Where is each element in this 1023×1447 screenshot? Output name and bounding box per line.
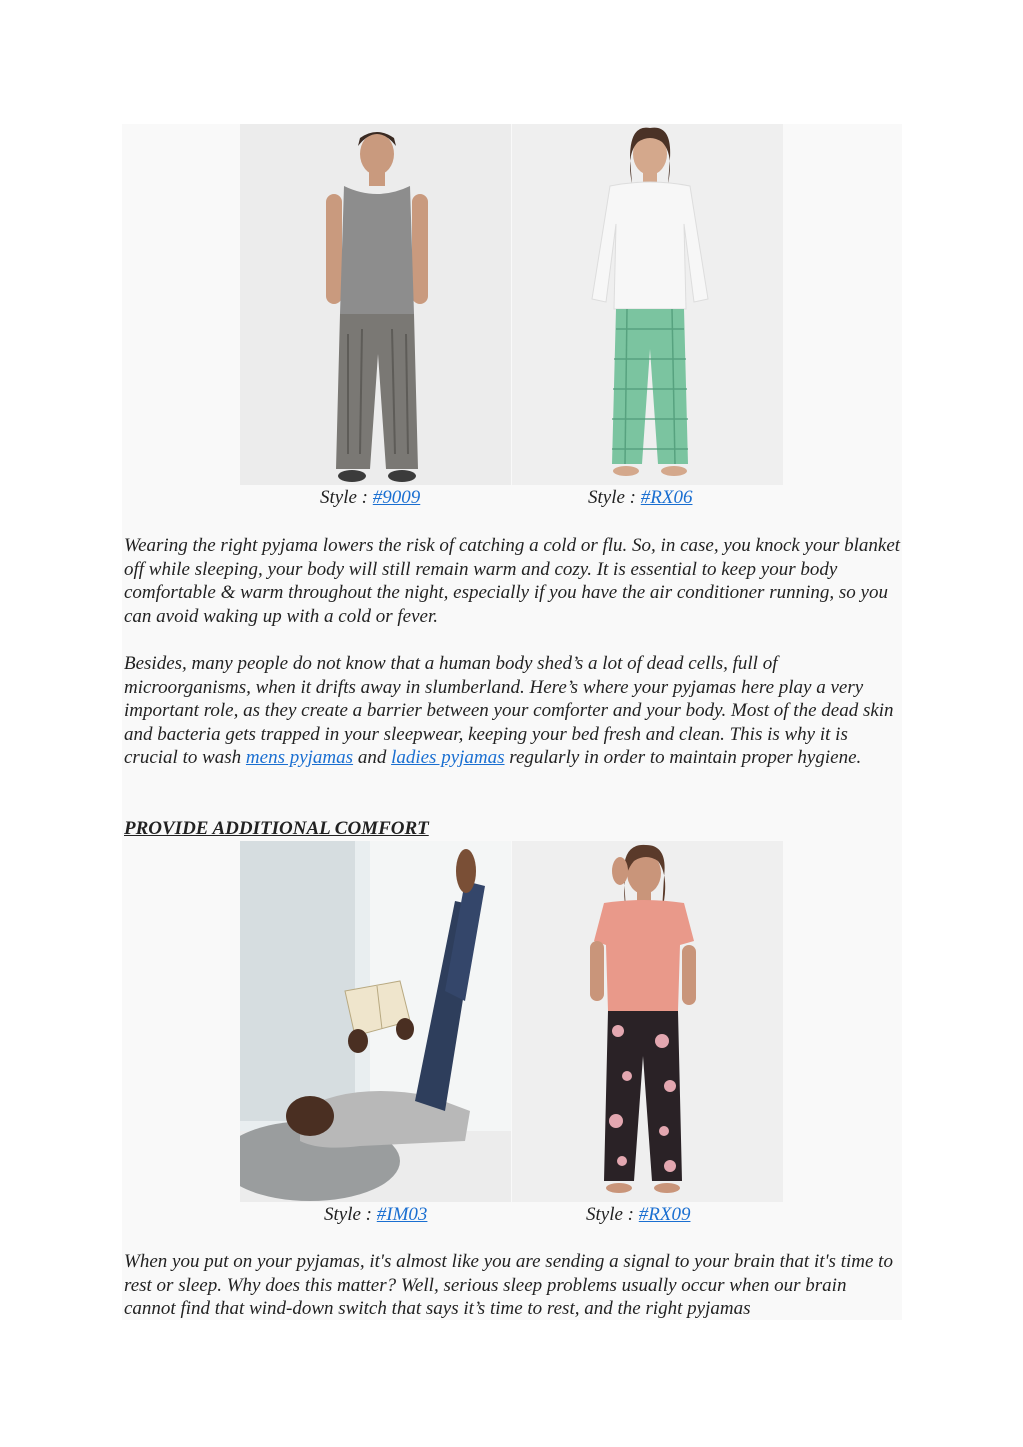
reading-man-illustration bbox=[240, 841, 511, 1202]
style-caption-rx06 bbox=[588, 487, 692, 509]
paragraph-text: Besides, many people do not know that a human body shed’s a lot of dead cells, full of microorganisms, when it drifts away in slumberland. Here’s where your pyjamas here play a very important role, as they create a barrier between your comforter and your body. Most of the dead skin and bacteria gets trapped in your sleepwear, keeping your bed fresh and clean. This is why it is crucial to wash bbox=[124, 653, 894, 768]
section-heading: PROVIDE ADDITIONAL COMFORT bbox=[124, 818, 429, 839]
product-photo-mens-9009 bbox=[240, 124, 511, 485]
caption-prefix: Style : bbox=[320, 487, 373, 508]
man-figure-illustration bbox=[240, 124, 511, 485]
ladies-pyjamas-link[interactable]: ladies pyjamas bbox=[391, 747, 505, 768]
paragraph-hygiene bbox=[124, 652, 902, 770]
product-photo-ladies-rx09 bbox=[512, 841, 783, 1202]
style-link-rx09[interactable]: #RX09 bbox=[638, 1204, 691, 1225]
style-caption-9009 bbox=[320, 487, 420, 509]
woman-pink-top-illustration bbox=[512, 841, 783, 1202]
paragraph-warmth: Wearing the right pyjama lowers the risk of catching a cold or flu. So, in case, you knock your blanket off while sleeping, your body will still remain warm and cozy. It is essential to keep your body comfortable & warm throughout the night, especially if you have the air conditioner running, so you can avoid waking up with a cold or fever. bbox=[124, 535, 901, 627]
style-link-im03[interactable]: #IM03 bbox=[376, 1204, 428, 1225]
paragraph-clip bbox=[122, 1250, 902, 1320]
woman-figure-illustration bbox=[512, 124, 783, 485]
style-caption-im03 bbox=[324, 1204, 427, 1226]
product-photo-mens-im03 bbox=[240, 841, 511, 1202]
caption-prefix: Style : bbox=[588, 487, 641, 508]
style-link-rx06[interactable]: #RX06 bbox=[640, 487, 693, 508]
document-page bbox=[122, 124, 902, 1320]
product-photo-ladies-rx06 bbox=[512, 124, 783, 485]
style-link-9009[interactable]: #9009 bbox=[372, 487, 421, 508]
caption-prefix: Style : bbox=[324, 1204, 377, 1225]
paragraph-text: and bbox=[353, 747, 392, 768]
mens-pyjamas-link[interactable]: mens pyjamas bbox=[245, 747, 354, 768]
paragraph-text: regularly in order to maintain proper hygiene. bbox=[504, 747, 862, 768]
paragraph-signal: When you put on your pyjamas, it's almost like you are sending a signal to your brain that it's time to rest or sleep. Why does this matter? Well, serious sleep problems usually occur when our brain cannot find that wind-down switch that says it’s time to rest, and the right pyjamas bbox=[124, 1251, 893, 1319]
style-caption-rx09 bbox=[586, 1204, 690, 1226]
caption-prefix: Style : bbox=[586, 1204, 639, 1225]
